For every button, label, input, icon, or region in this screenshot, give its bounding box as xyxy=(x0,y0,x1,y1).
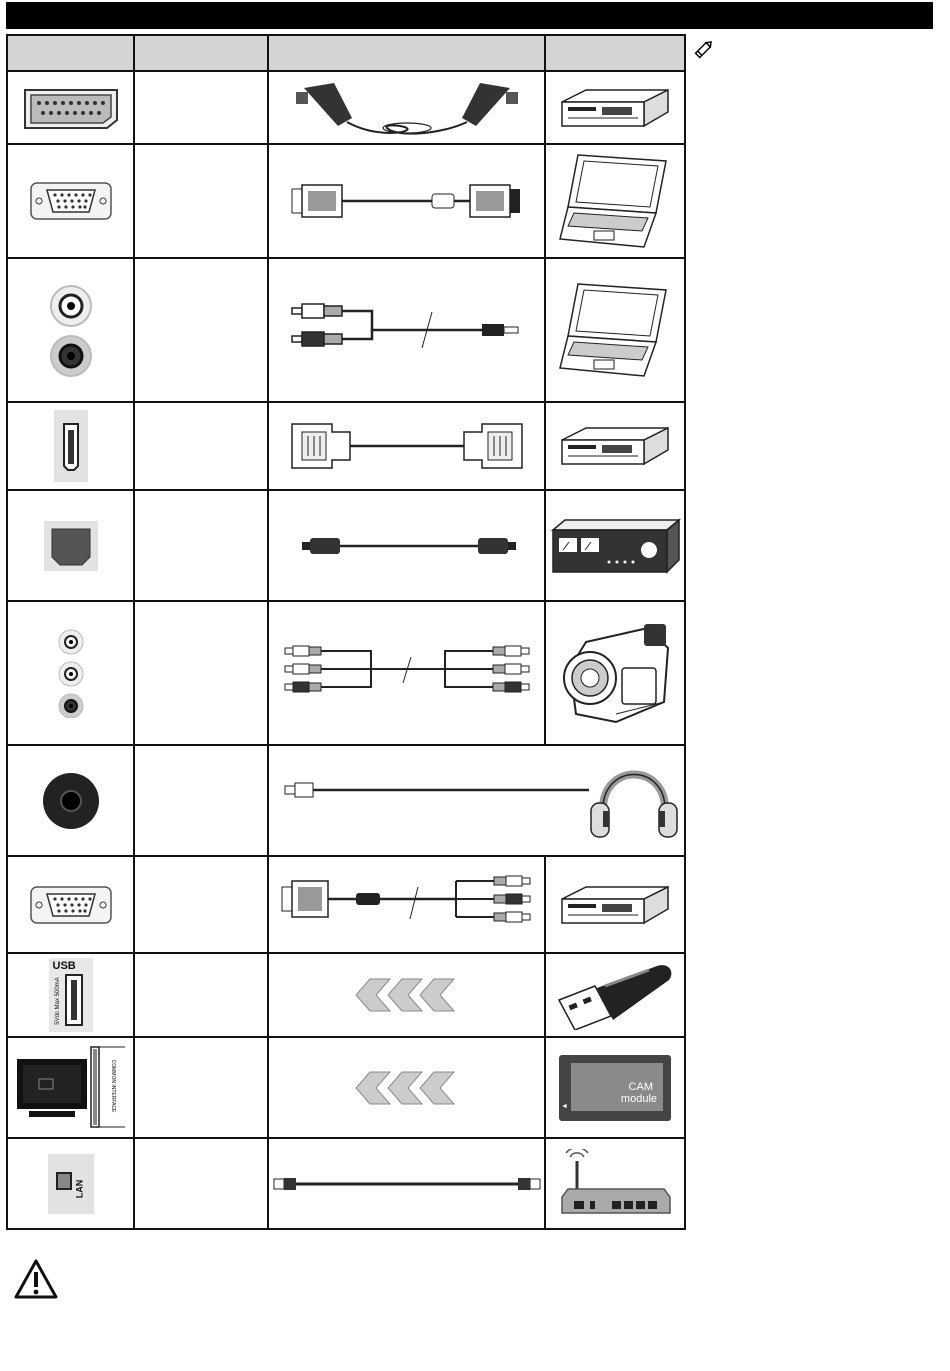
usb-label: USB xyxy=(52,960,76,972)
table-row xyxy=(7,856,685,953)
laptop-icon xyxy=(556,280,674,380)
device-cell xyxy=(545,856,685,953)
cable-cell xyxy=(268,490,545,601)
type-cell xyxy=(134,1037,268,1138)
table-row xyxy=(7,258,685,402)
headphones-icon xyxy=(591,774,677,837)
cable-cell xyxy=(268,1138,545,1229)
column-header-type xyxy=(134,35,268,71)
type-cell xyxy=(134,71,268,144)
port-cell xyxy=(7,1138,134,1229)
common-interface-icon xyxy=(15,1045,127,1131)
headphone-cable-icon xyxy=(273,759,681,843)
lan-port-icon xyxy=(48,1154,94,1214)
column-header-cables xyxy=(268,35,545,71)
top-header-bar xyxy=(6,2,933,29)
usb-stick-icon xyxy=(553,960,677,1030)
type-cell xyxy=(134,144,268,258)
audio-rca-port-icon xyxy=(46,280,96,380)
port-cell xyxy=(7,601,134,745)
pencil-note-icon xyxy=(692,37,716,61)
av-composite-port-icon xyxy=(56,628,86,718)
device-cell xyxy=(545,1138,685,1229)
cable-cell xyxy=(268,953,545,1037)
cable-cell xyxy=(268,144,545,258)
device-cell xyxy=(545,71,685,144)
vga-port-icon xyxy=(29,885,113,925)
table-row xyxy=(7,1037,685,1138)
connection-table xyxy=(6,34,686,1230)
table-row xyxy=(7,402,685,490)
amplifier-icon xyxy=(549,518,681,574)
hdmi-cable-icon xyxy=(282,416,532,476)
camcorder-icon xyxy=(556,618,674,728)
table-row xyxy=(7,144,685,258)
type-cell xyxy=(134,856,268,953)
usb-max-label: 5Vdc Max 500mA xyxy=(54,977,61,1025)
ypbpr-cable-icon xyxy=(276,875,538,935)
table-row xyxy=(7,953,685,1037)
type-cell xyxy=(134,258,268,402)
port-cell xyxy=(7,71,134,144)
table-header-row xyxy=(7,35,685,71)
port-cell xyxy=(7,953,134,1037)
cam-module-icon: ◄ CAM module xyxy=(559,1055,671,1121)
device-cell xyxy=(545,601,685,745)
cable-cell xyxy=(268,258,545,402)
table-row xyxy=(7,71,685,144)
dvd-recorder-icon xyxy=(556,84,674,132)
port-cell xyxy=(7,144,134,258)
cable-cell xyxy=(268,1037,545,1138)
usb-port-icon xyxy=(49,958,93,1032)
hdmi-port-icon xyxy=(54,410,88,482)
lan-label: LAN xyxy=(73,1179,84,1198)
port-cell xyxy=(7,490,134,601)
headphone-port-icon xyxy=(41,771,101,831)
insert-arrows-icon xyxy=(352,978,462,1012)
type-cell xyxy=(134,1138,268,1229)
port-cell xyxy=(7,745,134,856)
device-cell xyxy=(545,402,685,490)
dvd-recorder-icon xyxy=(556,881,674,929)
device-cell xyxy=(545,1037,685,1138)
rca-to-jack-cable-icon xyxy=(282,300,532,360)
port-cell xyxy=(7,1037,134,1138)
column-header-connector xyxy=(7,35,134,71)
dvd-recorder-icon xyxy=(556,422,674,470)
type-cell xyxy=(134,745,268,856)
warning-icon xyxy=(12,1257,60,1301)
cable-cell xyxy=(268,71,545,144)
type-cell xyxy=(134,953,268,1037)
insert-arrows-icon xyxy=(352,1071,462,1105)
cable-cell xyxy=(268,856,545,953)
cable-cell xyxy=(268,745,685,856)
port-cell xyxy=(7,402,134,490)
scart-cable-icon xyxy=(282,78,532,138)
optical-port-icon xyxy=(44,521,98,571)
router-icon xyxy=(556,1149,674,1219)
laptop-icon xyxy=(556,151,674,251)
table-row xyxy=(7,745,685,856)
device-cell xyxy=(545,490,685,601)
scart-port-icon xyxy=(19,86,123,130)
port-cell xyxy=(7,856,134,953)
table-row xyxy=(7,490,685,601)
device-cell xyxy=(545,953,685,1037)
vga-cable-icon xyxy=(282,181,532,221)
port-cell xyxy=(7,258,134,402)
device-cell xyxy=(545,258,685,402)
cable-cell xyxy=(268,402,545,490)
vga-port-icon xyxy=(29,181,113,221)
type-cell xyxy=(134,402,268,490)
optical-cable-icon xyxy=(282,531,532,561)
common-interface-label: COMMON INTERFACE xyxy=(109,1059,116,1112)
cam-label: CAM xyxy=(628,1080,653,1093)
module-label: module xyxy=(620,1092,657,1105)
cable-cell xyxy=(268,601,545,745)
av-composite-cable-icon xyxy=(279,643,535,703)
column-header-device xyxy=(545,35,685,71)
type-cell xyxy=(134,601,268,745)
table-row xyxy=(7,601,685,745)
type-cell xyxy=(134,490,268,601)
table-row xyxy=(7,1138,685,1229)
ethernet-cable-icon xyxy=(272,1172,542,1196)
device-cell xyxy=(545,144,685,258)
